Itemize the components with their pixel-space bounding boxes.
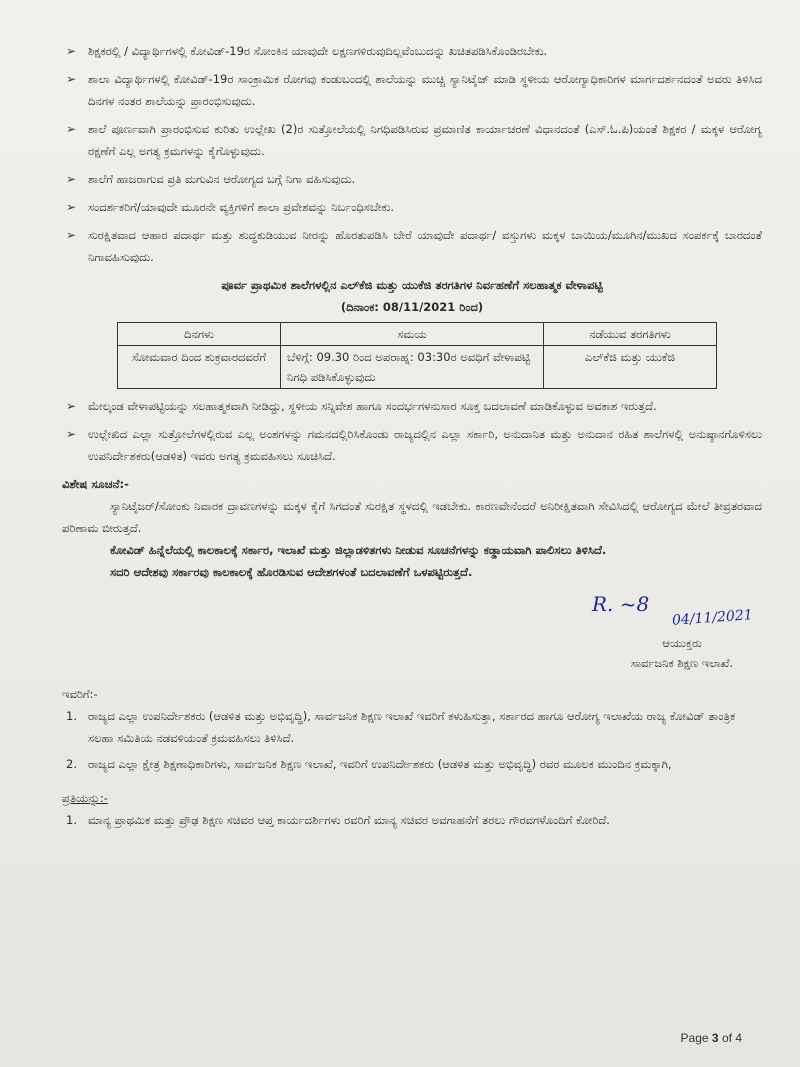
list-item: ➢ ಶಿಕ್ಷಕರಲ್ಲಿ / ವಿದ್ಯಾರ್ಥಿಗಳಲ್ಲಿ ಕೋವಿಡ್-19ರ ಸೋಂಕಿನ ಯಾವುದೇ ಲಕ್ಷಣಗಳಿರುವುದಿಲ್ಲವೆಂಬುದನ್ನು ಖಚಿತಪಡಿಸಿಕೊಂಡಿರಬೇಕು. [62, 40, 762, 62]
arrow-bullet-icon: ➢ [66, 427, 77, 441]
copy-title: ಪ್ರತಿಯನ್ನು:- [62, 791, 108, 805]
arrow-bullet-icon: ➢ [66, 44, 77, 58]
table-cell: ಬೆಳಿಗ್ಗೆ: 09.30 ರಿಂದ ಅಪರಾಹ್ನ: 03:30ರ ಅವಧಿಗೆ ವೇಳಾಪಟ್ಟಿ ನಿಗಧಿ ಪಡಿಸಿಕೊಳ್ಳುವುದು [281, 346, 544, 389]
arrow-bullet-icon: ➢ [66, 122, 77, 136]
special-note-para: ಸ್ಯಾನಿಟೈಜರ್/ಸೋಂಕು ನಿವಾರಕ ದ್ರಾವಣಗಳನ್ನು ಮಕ್ಕಳ ಕೈಗೆ ಸಿಗದಂತೆ ಸುರಕ್ಷಿತ ಸ್ಥಳದಲ್ಲಿ ಇಡಬೇಕು. ಕಾರಣವೇನೆಂದರೆ ಅನಿರೀಕ್ಷಿತವಾಗಿ ಸೇವಿಸಿದಲ್ಲಿ ಆರೋಗ್ಯದ ಮೇಲೆ ತೀವ್ರತರವಾದ ಪರಿಣಾಮ ಬೀರುತ್ತದೆ. [62, 499, 762, 535]
arrow-bullet-icon: ➢ [66, 72, 77, 86]
list-item: ➢ ಉಲ್ಲೇಖಿದ ಎಲ್ಲಾ ಸುತ್ತೋಲೆಗಳಲ್ಲಿರುವ ಎಲ್ಲ ಅಂಶಗಳನ್ನು ಗಮನದಲ್ಲಿರಿಸಿಕೊಂಡು ರಾಜ್ಯದಲ್ಲಿನ ಎಲ್ಲಾ ಸರ್ಕಾರಿ, ಅನುದಾನಿತ ಮತ್ತು ಅನುದಾನ ರಹಿತ ಶಾಲೆಗಳಲ್ಲಿ ಅನುಷ್ಠಾನಗೊಳಿಸಲು ಉಪನಿರ್ದೇಶಕರು(ಆಡಳಿತ) ಇವರು ಅಗತ್ಯ ಕ್ರಮವಹಿಸಲು ಸೂಚಿಸಿದೆ. [62, 423, 762, 467]
page-number: Page 3 of 4 [680, 1031, 742, 1045]
department: ಸಾರ್ವಜನಿಕ ಶಿಕ್ಷಣ ಇಲಾಖೆ. [630, 656, 734, 670]
list-item: 1. ಮಾನ್ಯ ಪ್ರಾಥಮಿಕ ಮತ್ತು ಪ್ರೌಢ ಶಿಕ್ಷಣ ಸಚಿವರ ಆಪ್ತ ಕಾರ್ಯದರ್ಶಿಗಳು ರವರಿಗೆ ಮಾನ್ಯ ಸಚಿವರ ಅವಗಾಹನೆಗೆ ತರಲು ಗೌರವಗಳೊಂದಿಗೆ ಕೋರಿದೆ. [66, 813, 610, 827]
to-title: ಇವರಿಗೆ:- [62, 687, 98, 701]
arrow-bullet-icon: ➢ [66, 228, 77, 242]
schedule-date: (ದಿನಾಂಕ: 08/11/2021 ರಿಂದ) [340, 300, 484, 314]
designation: ಆಯುಕ್ತರು [662, 636, 702, 650]
special-note-title: ವಿಶೇಷ ಸೂಚನೆ:- [62, 477, 129, 491]
handwritten-signature: R. ~8 [592, 592, 650, 616]
list-item: ➢ ಸಂದರ್ಶಕರಿಗೆ/ಯಾವುದೇ ಮೂರನೇ ವ್ಯಕ್ತಿಗಳಿಗೆ ಶಾಲಾ ಪ್ರವೇಶವನ್ನು ನಿರ್ಬಂಧಿಸಬೇಕು. [62, 196, 762, 218]
table-header-row [118, 323, 717, 346]
list-item: 1. ರಾಜ್ಯದ ಎಲ್ಲಾ ಉಪನಿರ್ದೇಶಕರು (ಆಡಳಿತ ಮತ್ತು ಅಭಿವೃದ್ಧಿ), ಸಾರ್ವಜನಿಕ ಶಿಕ್ಷಣ ಇಲಾಖೆ ಇವರಿಗೆ ಕಳುಹಿಸುತ್ತಾ, ಸರ್ಕಾರದ ಹಾಗೂ ಆರೋಗ್ಯ ಇಲಾಖೆಯ ರಾಜ್ಯ ಕೋವಿಡ್ ತಾಂತ್ರಿಕ ಸಲಹಾ ಸಮಿತಿಯ ನಡವಳಿಯಂತೆ ಕ್ರಮವಹಿಸಲು ತಿಳಿಸಿದೆ. [66, 709, 736, 745]
schedule-table [117, 322, 717, 389]
list-item: 2. ರಾಜ್ಯದ ಎಲ್ಲಾ ಕ್ಷೇತ್ರ ಶಿಕ್ಷಣಾಧಿಕಾರಿಗಳು, ಸಾರ್ವಜನಿಕ ಶಿಕ್ಷಣ ಇಲಾಖೆ, ಇವರಿಗೆ ಉಪನಿರ್ದೇಶಕರು (ಆಡಳಿತ ಮತ್ತು ಅಭಿವೃದ್ಧಿ) ರವರ ಮೂಲಕ ಮುಂದಿನ ಕ್ರಮಕ್ಕಾಗಿ, [66, 757, 672, 771]
list-item: ➢ ಶಾಲಾ ವಿದ್ಯಾರ್ಥಿಗಳಲ್ಲಿ ಕೋವಿಡ್-19ರ ಸಾಂಕ್ರಾಮಿಕ ರೋಗವು ಕಂಡುಬಂದಲ್ಲಿ ಶಾಲೆಯನ್ನು ಮುಚ್ಚಿ ಸ್ಯಾನಿಟೈಜ್ ಮಾಡಿ ಸ್ಥಳೀಯ ಆರೋಗ್ಯಾಧಿಕಾರಿಗಳ ಮಾರ್ಗದರ್ಶನದಂತೆ ಅವರು ತಿಳಿಸಿದ ದಿನಗಳ ನಂತರ ಶಾಲೆಯನ್ನು ಪ್ರಾರಂಭಿಸುವುದು. [62, 68, 762, 112]
list-item: ➢ ಶಾಲೆಗೆ ಹಾಜರಾಗುವ ಪ್ರತಿ ಮಗುವಿನ ಆರೋಗ್ಯದ ಬಗ್ಗೆ ನಿಗಾ ವಹಿಸುವುದು. [62, 168, 762, 190]
list-item: ➢ ಶಾಲೆ ಪೂರ್ಣವಾಗಿ ಪ್ರಾರಂಭಿಸುವ ಕುರಿತು ಉಲ್ಲೇಖ (2)ರ ಸುತ್ತೋಲೆಯಲ್ಲಿ ನಿಗಧಿಪಡಿಸಿರುವ ಪ್ರಮಾಣಿತ ಕಾರ್ಯಾಚರಣೆ ವಿಧಾನದಂತೆ (ಎಸ್.ಓ.ಪಿ)ಯಂತೆ ಶಿಕ್ಷಕರ / ಮಕ್ಕಳ ಆರೋಗ್ಯ ರಕ್ಷಣೆಗೆ ಎಲ್ಲ ಅಗತ್ಯ ಕ್ರಮಗಳನ್ನು ಕೈಗೊಳ್ಳುವುದು. [62, 118, 762, 162]
special-note-para: ಸದರಿ ಆದೇಶವು ಸರ್ಕಾರವು ಕಾಲಕಾಲಕ್ಕೆ ಹೊರಡಿಸುವ ಆದೇಶಗಳಂತೆ ಬದಲಾವಣೆಗೆ ಒಳಪಟ್ಟಿರುತ್ತದೆ. [110, 565, 473, 579]
officer-title [582, 633, 782, 673]
table-cell: ಸೋಮವಾರ ದಿಂದ ಶುಕ್ರವಾರದವರೆಗೆ [118, 346, 281, 389]
signature-block [62, 583, 762, 683]
schedule-heading: ಪೂರ್ವ ಪ್ರಾಥಮಿಕ ಶಾಲೆಗಳಲ್ಲಿನ ಎಲ್‌ಕೆಜಿ ಮತ್ತು ಯುಕೆಜಿ ತರಗತಿಗಳ ನಿರ್ವಹಣೆಗೆ ಸಲಹಾತ್ಮಕ ವೇಳಾಪಟ್ಟಿ [221, 278, 603, 292]
table-cell: ಎಲ್‌ಕೆಜಿ ಮತ್ತು ಯುಕೆಜಿ [544, 346, 717, 389]
table-header: ದಿನಗಳು [118, 323, 281, 346]
table-header: ಸಮಯ [281, 323, 544, 346]
special-note-para: ಕೋವಿಡ್ ಹಿನ್ನೆಲೆಯಲ್ಲಿ ಕಾಲಕಾಲಕ್ಕೆ ಸರ್ಕಾರ, ಇಲಾಖೆ ಮತ್ತು ಜಿಲ್ಲಾಡಳಿತಗಳು ನೀಡುವ ಸೂಚನೆಗಳನ್ನು ಕಡ್ಡಾಯವಾಗಿ ಪಾಲಿಸಲು ತಿಳಿಸಿದೆ. [110, 543, 607, 557]
table-header: ನಡೆಯುವ ತರಗತಿಗಳು [544, 323, 717, 346]
arrow-bullet-icon: ➢ [66, 172, 77, 186]
document-body [62, 40, 762, 835]
table-row [118, 346, 717, 389]
signature-date: 04/11/2021 [671, 607, 754, 629]
arrow-bullet-icon: ➢ [66, 399, 77, 413]
list-item: ➢ ಮೇಲ್ಕಂಡ ವೇಳಾಪಟ್ಟಿಯನ್ನು ಸಲಹಾತ್ಮಕವಾಗಿ ನೀಡಿದ್ದು, ಸ್ಥಳೀಯ ಸನ್ನಿವೇಶ ಹಾಗೂ ಸಂದರ್ಭಗಳನುಸಾರ ಸೂಕ್ತ ಬದಲಾವಣೆ ಮಾಡಿಕೊಳ್ಳುವ ಅವಕಾಶ ಇರುತ್ತದೆ. [62, 395, 762, 417]
list-item: ➢ ಸುರಕ್ಷಿತವಾದ ಆಹಾರ ಪದಾರ್ಥ ಮತ್ತು ಶುದ್ಧಕುಡಿಯುವ ನೀರನ್ನು ಹೊರತುಪಡಿಸಿ ಬೇರೆ ಯಾವುದೇ ಪದಾರ್ಥ/ ವಸ್ತುಗಳು ಮಕ್ಕಳ ಬಾಯಿಯ/ಮೂಗಿನ/ಮುಖದ ಸಂಪರ್ಕಕ್ಕೆ ಬಾರದಂತೆ ನಿಗಾವಹಿಸುವುದು. [62, 224, 762, 268]
arrow-bullet-icon: ➢ [66, 200, 77, 214]
